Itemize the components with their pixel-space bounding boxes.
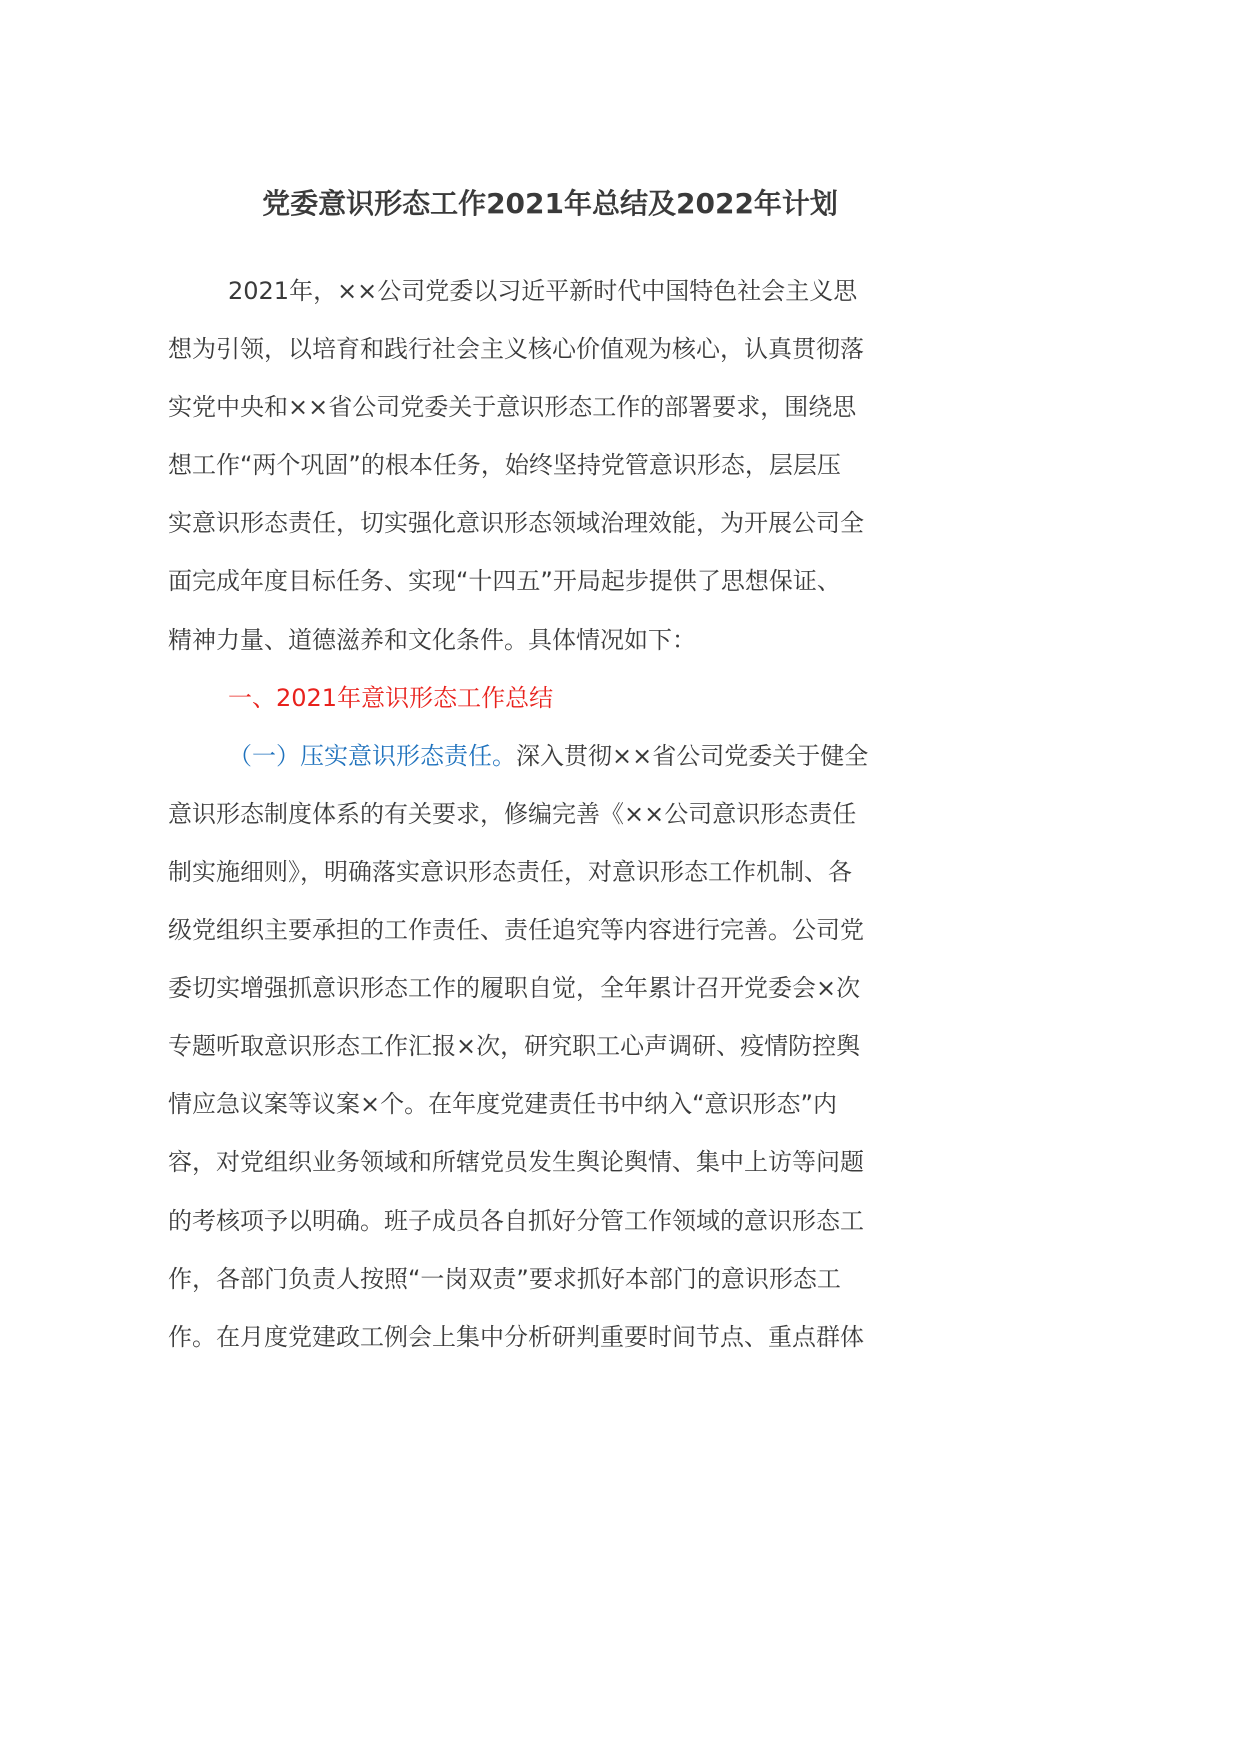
paragraph-line: 级党组织主要承担的工作责任、责任追究等内容进行完善。公司党	[168, 916, 864, 945]
paragraph-line: 精神力量、道德滋养和文化条件。具体情况如下：	[168, 625, 696, 654]
paragraph-line: 容，对党组织业务领域和所辖党员发生舆论舆情、集中上访等问题	[168, 1148, 864, 1177]
paragraph-line: 委切实增强抓意识形态工作的履职自觉，全年累计召开党委会×次	[168, 974, 861, 1003]
paragraph-line: 制实施细则》，明确落实意识形态责任，对意识形态工作机制、各	[168, 857, 852, 886]
paragraph-line: 专题听取意识形态工作汇报×次，研究职工心声调研、疫情防控舆	[168, 1032, 861, 1061]
document-title: 党委意识形态工作2021年总结及2022年计划	[262, 187, 838, 220]
subsection-heading: （一）压实意识形态责任。	[228, 741, 516, 770]
paragraph-line: 2021年，××公司党委以习近平新时代中国特色社会主义思	[228, 277, 858, 305]
paragraph-line: 作，各部门负责人按照“一岗双责”要求抓好本部门的意识形态工	[168, 1264, 841, 1293]
paragraph-line: 情应急议案等议案×个。在年度党建责任书中纳入“意识形态”内	[168, 1090, 837, 1119]
section-heading: 一、2021年意识形态工作总结	[228, 683, 554, 712]
paragraph-line: 实意识形态责任，切实强化意识形态领域治理效能，为开展公司全	[168, 509, 864, 538]
paragraph-line: 面完成年度目标任务、实现“十四五”开局起步提供了思想保证、	[168, 567, 841, 596]
paragraph-line: 意识形态制度体系的有关要求，修编完善《××公司意识形态责任	[168, 799, 857, 828]
paragraph-line: 想工作“两个巩固”的根本任务，始终坚持党管意识形态，层层压	[168, 451, 841, 480]
paragraph-text: 深入贯彻××省公司党委关于健全	[516, 741, 869, 770]
paragraph-line	[168, 727, 928, 785]
paragraph-line: 的考核项予以明确。班子成员各自抓好分管工作领域的意识形态工	[168, 1206, 864, 1235]
paragraph-line: 实党中央和××省公司党委关于意识形态工作的部署要求，围绕思	[168, 393, 857, 422]
document-body	[168, 262, 928, 1366]
paragraph-line: 作。在月度党建政工例会上集中分析研判重要时间节点、重点群体	[168, 1322, 864, 1351]
paragraph-line: 想为引领，以培育和践行社会主义核心价值观为核心，认真贯彻落	[168, 335, 864, 364]
